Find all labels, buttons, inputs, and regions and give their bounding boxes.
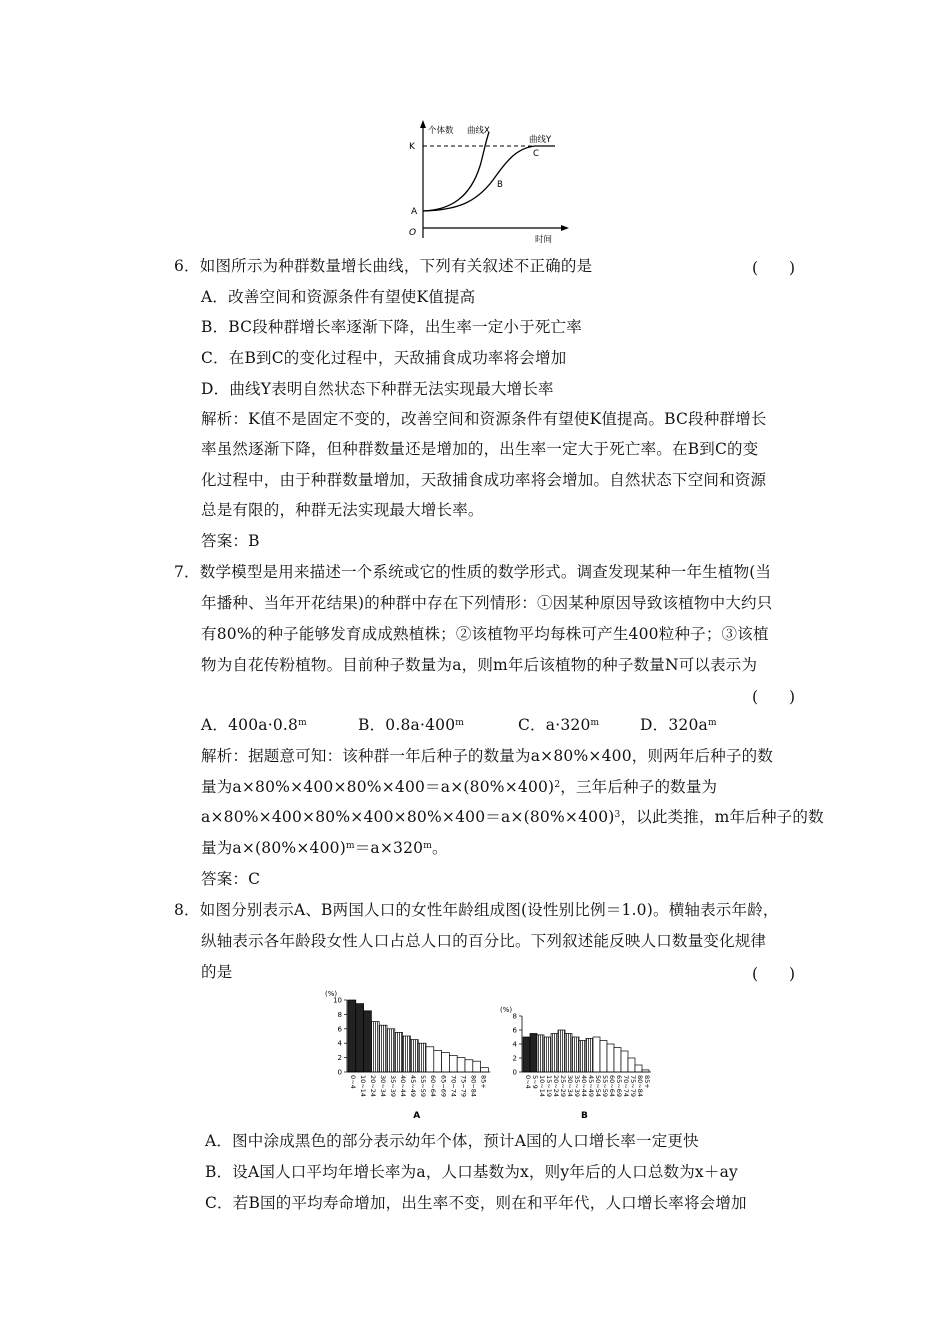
x-tick-label: 0~4 (349, 1075, 357, 1089)
point-a-label: A (411, 207, 418, 217)
q6-analysis-line1: 解析：K值不是固定不变的，改善空间和资源条件有望使K值提高。BC段种群增长 (201, 410, 767, 428)
bar (473, 1061, 481, 1072)
bar (410, 1040, 418, 1072)
bar (635, 1065, 642, 1072)
x-tick-label: 40~44 (580, 1075, 588, 1097)
q8-option-b: B．设A国人口平均年增长率为a，人口基数为x，则y年后的人口总数为x＋ay (205, 1163, 738, 1181)
x-tick-label: 40~44 (399, 1075, 408, 1097)
x-tick-label: 85+ (643, 1075, 651, 1089)
x-tick-label: 50~54 (594, 1075, 602, 1097)
x-tick-label: 35~39 (573, 1075, 581, 1097)
x-tick-label: 55~59 (419, 1075, 428, 1097)
bar (457, 1058, 465, 1072)
y-tick-label: 0 (512, 1068, 517, 1077)
q6-stem: 6．如图所示为种群数量增长曲线，下列有关叙述不正确的是 (174, 257, 593, 275)
y-tick-label: 6 (512, 1026, 517, 1035)
bar (348, 1000, 356, 1072)
x-tick-label: 10~14 (538, 1075, 546, 1097)
q8-stem-line3: 的是 (201, 963, 233, 981)
x-tick-label: 80~84 (469, 1075, 478, 1097)
x-tick-label: 20~24 (369, 1075, 378, 1097)
q6-analysis-line2: 率虽然逐渐下降，但种群数量还是增加的，出生率一定大于死亡率。在B到C的变 (201, 440, 759, 458)
bar (418, 1043, 426, 1072)
y-tick-label: 0 (337, 1068, 342, 1077)
bar (628, 1058, 635, 1072)
growth-curve-figure (395, 118, 575, 246)
x-tick-label: 75~79 (459, 1075, 468, 1097)
bar (523, 1037, 530, 1072)
q8-stem-line1: 8．如图分别表示A、B两国人口的女性年龄组成图(设性别比例＝1.0)。横轴表示年龄， (174, 901, 779, 919)
x-tick-label: 80~84 (636, 1075, 644, 1097)
x-tick-label: 70~74 (622, 1075, 630, 1097)
q7-option-d: D．$320a^m$ (640, 716, 717, 734)
bar (449, 1055, 457, 1072)
x-tick-label: 30~34 (379, 1075, 388, 1097)
bar (558, 1030, 565, 1072)
q6-answer-bracket: ( ) (752, 259, 796, 277)
x-axis-label: 时间 (535, 235, 553, 245)
bar (387, 1029, 395, 1072)
x-tick-label: 85+ (479, 1075, 488, 1089)
x-tick-label: 45~49 (587, 1075, 595, 1097)
q8-option-c: C．若B国的平均寿命增加，出生率不变，则在和平年代，人口增长率将会增加 (205, 1194, 747, 1212)
x-tick-label: 60~64 (429, 1075, 438, 1097)
bar (395, 1032, 403, 1072)
bar (465, 1060, 473, 1072)
x-tick-label: 5~9 (531, 1075, 539, 1089)
bar (371, 1022, 379, 1072)
bar (593, 1037, 600, 1072)
q6-option-c: C．在B到C的变化过程中，天敌捕食成功率将会增加 (201, 349, 567, 367)
q7-stem-line1: 7．数学模型是用来描述一个系统或它的性质的数学形式。调查发现某种一年生植物(当 (174, 563, 772, 581)
bar (607, 1044, 614, 1072)
q7-answer-bracket: ( ) (752, 688, 796, 706)
bar (379, 1025, 387, 1072)
q6-option-d: D．曲线Y表明自然状态下种群无法实现最大增长率 (201, 380, 554, 398)
x-tick-label: 65~69 (439, 1075, 448, 1097)
curve-y-label: 曲线Y (529, 135, 552, 145)
bar (572, 1037, 579, 1072)
bar (565, 1034, 572, 1073)
y-tick-label: 2 (337, 1054, 342, 1063)
x-axis-arrow (561, 225, 569, 231)
q8-stem-line2: 纵轴表示各年龄段女性人口占总人口的百分比。下列叙述能反映人口数量变化规律 (201, 932, 767, 950)
x-tick-label: 25~29 (559, 1075, 567, 1097)
bar (600, 1041, 607, 1073)
y-tick-label: 2 (512, 1054, 517, 1063)
x-tick-label: 20~24 (552, 1075, 560, 1097)
q7-analysis-line2: 量为$a\times 80\%\times 400\times 80\%\times 400=a\times(80\%\times 400)^2$，三年后种子的数量为 (201, 778, 718, 796)
x-tick-label: 0~4 (524, 1075, 532, 1089)
q7-stem-line3: 有80%的种子能够发育成成熟植株；②该植物平均每株可产生400粒种子；③该植 (201, 625, 769, 643)
y-tick-label: 6 (337, 1025, 342, 1034)
y-axis-arrow (420, 120, 426, 128)
bar (403, 1036, 411, 1072)
q7-option-b: B．$0.8a\cdot 400^m$ (358, 716, 465, 734)
age-structure-chart-a (325, 990, 495, 1120)
x-tick-label: 15~19 (545, 1075, 553, 1097)
y-tick-label: 8 (337, 1010, 342, 1019)
q7-analysis-line4: 量为$a\times(80\%\times 400)^m=a\times 320^m$。 (201, 839, 448, 857)
bar (434, 1050, 442, 1072)
q7-analysis-line1: 解析：据题意可知：该种群一年后种子的数量为a×80%×400，则两年后种子的数 (201, 747, 774, 765)
q7-stem-line2: 年播种、当年开花结果)的种群中存在下列情形：①因某种原因导致该植物中大约只 (201, 594, 773, 612)
y-tick-label: 10 (333, 996, 342, 1005)
x-tick-label: 75~79 (629, 1075, 637, 1097)
y-unit-label: (%) (500, 1006, 513, 1014)
chart-title: B (581, 1111, 588, 1120)
y-unit-label: (%) (325, 990, 338, 998)
y-tick-label: 8 (512, 1012, 517, 1021)
q7-answer: 答案：C (201, 870, 261, 888)
point-k-label: K (409, 142, 415, 152)
x-tick-label: 70~74 (449, 1075, 458, 1097)
point-o-label: O (409, 228, 417, 238)
x-tick-label: 45~49 (409, 1075, 418, 1097)
q8-option-a: A．图中涂成黑色的部分表示幼年个体，预计A国的人口增长率一定更快 (205, 1132, 699, 1150)
q6-option-a: A．改善空间和资源条件有望使K值提高 (201, 288, 476, 306)
bar (544, 1037, 551, 1072)
y-tick-label: 4 (512, 1040, 517, 1049)
point-b-label: B (497, 180, 503, 190)
q7-option-a: A．$400a\cdot 0.8^m$ (201, 716, 307, 734)
bar (356, 1004, 364, 1072)
q7-analysis-line3: $a\times 80\%\times 400\times 80\%\times 400\times 80\%\times 400=a\times(80\%\times 400)^3$，以此类推，m年后种子的数 (201, 808, 824, 826)
bar (621, 1051, 628, 1072)
q7-option-c: C．$a\cdot 320^m$ (518, 716, 600, 734)
x-tick-label: 60~64 (608, 1075, 616, 1097)
bar (481, 1068, 489, 1072)
x-tick-label: 35~39 (389, 1075, 398, 1097)
q6-option-b: B．BC段种群增长率逐渐下降，出生率一定小于死亡率 (201, 318, 582, 336)
bar (364, 1011, 372, 1072)
curve-x (423, 132, 489, 211)
point-c-label: C (533, 149, 539, 159)
bar (530, 1034, 537, 1073)
q6-answer: 答案：B (201, 532, 260, 550)
chart-title: A (413, 1111, 421, 1120)
bar (537, 1035, 544, 1072)
q7-stem-line4: 物为自花传粉植物。目前种子数量为a，则m年后该植物的种子数量N可以表示为 (201, 656, 758, 674)
q6-analysis-line3: 化过程中，由于种群数量增加，天敌捕食成功率将会增加。自然状态下空间和资源 (201, 471, 767, 489)
bar (579, 1041, 586, 1073)
q6-analysis-line4: 总是有限的，种群无法实现最大增长率。 (201, 501, 484, 519)
bar (586, 1038, 593, 1072)
q8-answer-bracket: ( ) (752, 965, 796, 983)
x-tick-label: 10~14 (359, 1075, 368, 1097)
bar (426, 1047, 434, 1072)
x-tick-label: 55~59 (601, 1075, 609, 1097)
curve-x-label: 曲线X (467, 126, 490, 136)
x-tick-label: 65~69 (615, 1075, 623, 1097)
y-tick-label: 4 (337, 1039, 342, 1048)
bar (442, 1053, 450, 1072)
bar (614, 1048, 621, 1073)
y-axis-label: 个体数 (428, 126, 454, 136)
x-tick-label: 30~34 (566, 1075, 574, 1097)
bar (551, 1034, 558, 1073)
age-structure-chart-b (500, 1005, 670, 1120)
